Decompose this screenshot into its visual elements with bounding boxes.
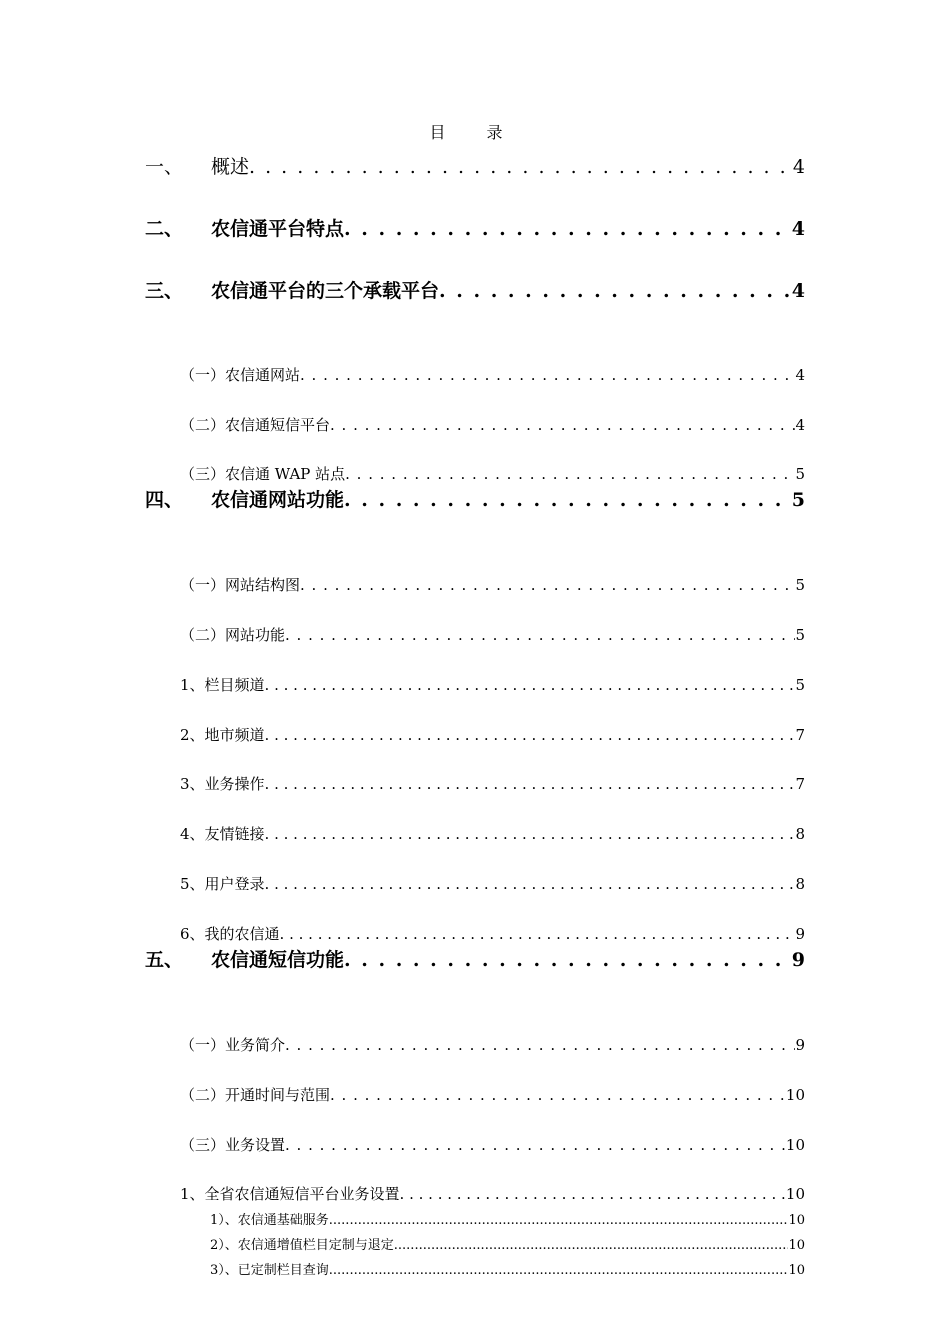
toc-leader-dots xyxy=(280,925,796,943)
toc-leader-dots xyxy=(265,875,796,893)
toc-entry[interactable] xyxy=(180,574,805,595)
toc-entry[interactable] xyxy=(180,624,805,645)
toc-leader-dots xyxy=(285,626,795,644)
toc-entry-page: 8 xyxy=(795,825,805,843)
toc-entry-title: （三）业务设置 xyxy=(180,1136,286,1154)
toc-entry-title: 1）、农信通基础服务 xyxy=(210,1213,329,1228)
toc-leader-dots xyxy=(265,726,796,744)
toc-entry[interactable] xyxy=(180,1183,805,1204)
toc-entry[interactable] xyxy=(180,414,805,435)
toc-entry-title: 2、地市频道 xyxy=(180,726,265,744)
toc-entry-page: 5 xyxy=(795,626,805,644)
toc-entry-page: 4 xyxy=(795,416,805,434)
toc-entry-page: 10 xyxy=(785,1086,805,1104)
toc-leader-dots xyxy=(265,676,796,694)
toc-leader-dots xyxy=(300,366,795,384)
toc-entry[interactable] xyxy=(210,1234,805,1253)
toc-entry[interactable] xyxy=(145,276,805,303)
toc-entry-page: 10 xyxy=(788,1263,805,1278)
toc-entry-title: 农信通平台特点 xyxy=(211,218,345,240)
toc-entry-page: 10 xyxy=(785,1185,805,1203)
toc-entry-title: 农信通网站功能 xyxy=(211,489,345,511)
toc-entry-title: 1、全省农信通短信平台业务设置 xyxy=(180,1185,400,1203)
toc-entry-page: 4 xyxy=(791,280,805,302)
toc-entry-number: 三、 xyxy=(145,280,184,302)
toc-entry-title: （一）网站结构图 xyxy=(180,576,301,594)
toc-leader-dots xyxy=(345,465,795,483)
toc-entry[interactable] xyxy=(210,1259,805,1278)
toc-leader-dots xyxy=(330,416,795,434)
toc-entry-title: （二）网站功能 xyxy=(180,626,286,644)
toc-entry-page: 7 xyxy=(795,775,805,793)
toc-entry-title: 3）、已定制栏目查询 xyxy=(210,1263,329,1278)
toc-entry-number: 一、 xyxy=(145,156,184,178)
toc-entry-title: 4、友情链接 xyxy=(180,825,265,843)
toc-entry-page: 9 xyxy=(791,949,805,971)
toc-leader-dots xyxy=(265,825,796,843)
toc-entry-title: （二）开通时间与范围 xyxy=(180,1086,331,1104)
toc-leader-dots xyxy=(329,1213,789,1228)
toc-entry-page: 8 xyxy=(795,875,805,893)
toc-entry[interactable] xyxy=(145,152,805,179)
toc-entry-page: 5 xyxy=(795,676,805,694)
toc-leader-dots xyxy=(344,949,792,971)
toc-entry[interactable] xyxy=(180,1134,805,1155)
toc-title: 目 录 xyxy=(429,123,521,142)
toc-entry-title: 3、业务操作 xyxy=(180,775,265,793)
toc-entry-title: 1、栏目频道 xyxy=(180,676,265,694)
toc-entry-number: 二、 xyxy=(145,218,184,240)
toc-leader-dots xyxy=(394,1238,789,1253)
toc-entry[interactable] xyxy=(180,923,805,944)
toc-entry[interactable] xyxy=(145,945,805,972)
toc-entry-page: 10 xyxy=(785,1136,805,1154)
toc-entry-title: （一）业务简介 xyxy=(180,1036,286,1054)
toc-entry-page: 10 xyxy=(788,1238,805,1253)
toc-leader-dots xyxy=(329,1263,789,1278)
toc-leader-dots xyxy=(249,156,793,178)
toc-entry[interactable] xyxy=(180,364,805,385)
toc-entry-page: 5 xyxy=(795,465,805,483)
toc-entry[interactable] xyxy=(180,463,805,484)
toc-entry-page: 4 xyxy=(792,156,805,178)
toc-entry-page: 10 xyxy=(788,1213,805,1228)
toc-entry-title: 概述 xyxy=(211,156,250,178)
toc-entry-title: （二）农信通短信平台 xyxy=(180,416,331,434)
toc-entry[interactable] xyxy=(210,1209,805,1228)
toc-entry[interactable] xyxy=(145,214,805,241)
toc-entry-title: （一）农信通网站 xyxy=(180,366,301,384)
toc-entry-page: 5 xyxy=(795,576,805,594)
toc-leader-dots xyxy=(344,218,792,240)
toc-entry-page: 9 xyxy=(795,1036,805,1054)
toc-leader-dots xyxy=(344,489,792,511)
toc-entry-title: 5、用户登录 xyxy=(180,875,265,893)
toc-entry-number: 五、 xyxy=(145,949,184,971)
toc-entry-page: 7 xyxy=(795,726,805,744)
toc-entry[interactable] xyxy=(180,1034,805,1055)
toc-entry[interactable] xyxy=(180,823,805,844)
toc-entry[interactable] xyxy=(180,674,805,695)
toc-entry[interactable] xyxy=(145,485,805,512)
toc-leader-dots xyxy=(265,775,796,793)
toc-leader-dots xyxy=(285,1036,795,1054)
toc-entry-title: （三）农信通 WAP 站点 xyxy=(180,465,346,483)
toc-leader-dots xyxy=(439,280,792,302)
toc-entry-page: 4 xyxy=(795,366,805,384)
toc-entry[interactable] xyxy=(180,1084,805,1105)
toc-leader-dots xyxy=(300,576,795,594)
toc-entry-title: 农信通平台的三个承载平台 xyxy=(211,280,440,302)
toc-entry[interactable] xyxy=(180,873,805,894)
toc-entry-page: 9 xyxy=(795,925,805,943)
toc-entry[interactable] xyxy=(180,724,805,745)
toc-entry-title: 农信通短信功能 xyxy=(211,949,345,971)
toc-entry-page: 4 xyxy=(791,218,805,240)
toc-leader-dots xyxy=(285,1136,786,1154)
toc-entry[interactable] xyxy=(180,773,805,794)
toc-leader-dots xyxy=(330,1086,786,1104)
toc-leader-dots xyxy=(400,1185,786,1203)
toc-entry-title: 6、我的农信通 xyxy=(180,925,280,943)
toc-entry-title: 2）、农信通增值栏目定制与退定 xyxy=(210,1238,394,1253)
toc-entry-number: 四、 xyxy=(145,489,184,511)
toc-entry-page: 5 xyxy=(791,489,805,511)
